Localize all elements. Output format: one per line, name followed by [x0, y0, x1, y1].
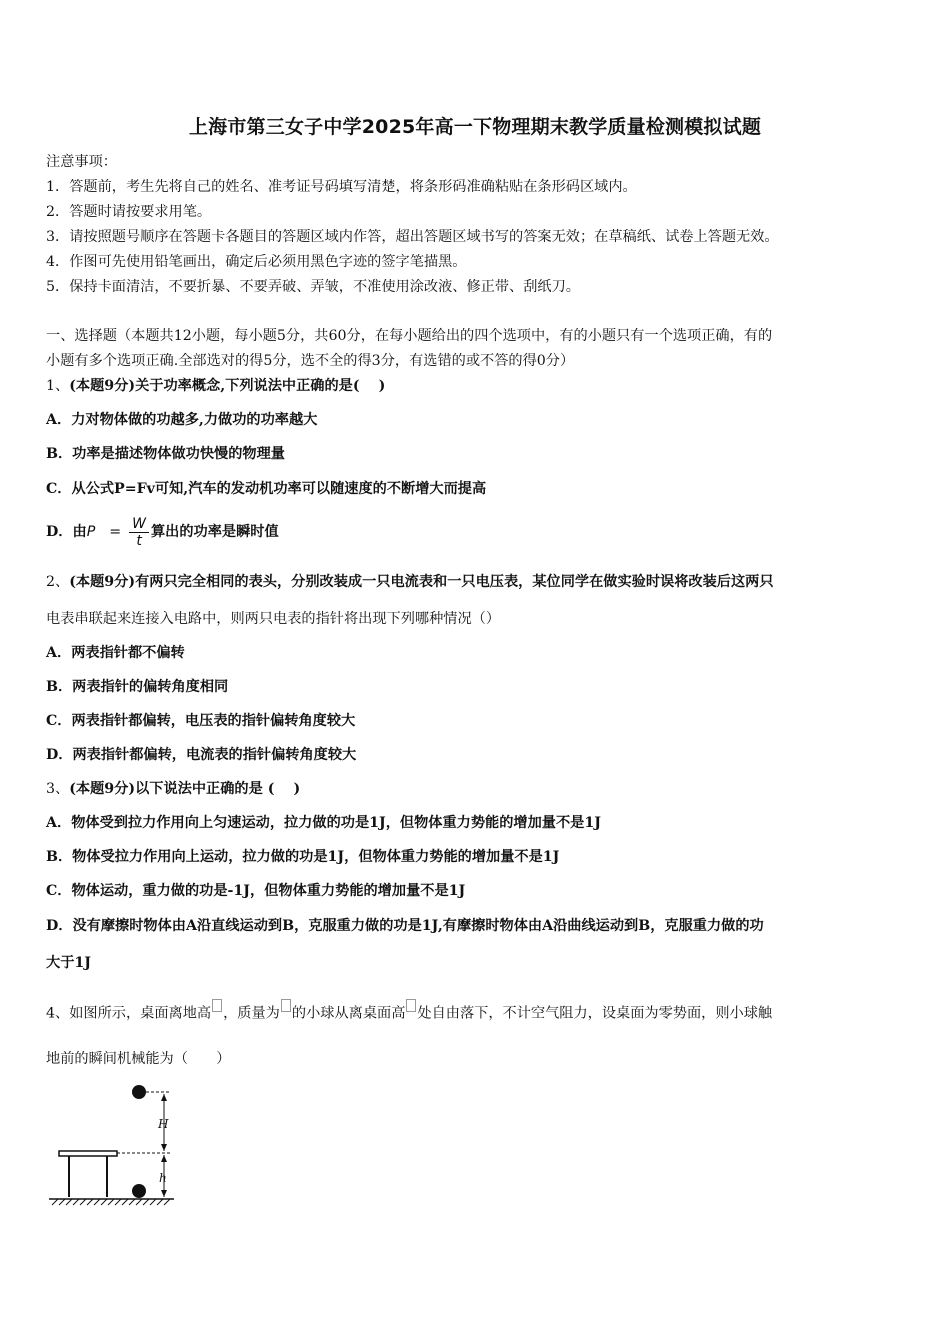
section-instructions-line2: 小题有多个选项正确.全部选对的得5分，选不全的得3分，有选错的或不答的得0分）	[46, 353, 575, 369]
question-3-option-d-line2: 大于1J	[46, 955, 91, 971]
question-2-option-d: D．两表指针都偏转，电流表的指针偏转角度较大	[46, 747, 357, 763]
formula-power-symbol: P	[86, 524, 96, 540]
question-text-part-a: 如图所示，桌面离地高	[69, 1005, 212, 1022]
formula-fraction	[129, 516, 149, 549]
table-top	[59, 1151, 117, 1156]
question-1-option-c: C．从公式P=Fv可知,汽车的发动机功率可以随速度的不断增大而提高	[46, 481, 487, 497]
question-text-part-b: ，质量为	[223, 1005, 280, 1022]
missing-symbol-placeholder	[281, 999, 291, 1012]
formula-equals: =	[109, 524, 122, 540]
question-number: 2、	[46, 574, 70, 590]
question-1-option-b: B．功率是描述物体做功快慢的物理量	[46, 446, 285, 462]
option-d-suffix: 算出的功率是瞬时值	[150, 524, 279, 540]
falling-ball-table-figure	[44, 1076, 204, 1216]
page-title: 上海市第三女子中学2025年高一下物理期末教学质量检测模拟试题	[188, 116, 762, 138]
missing-symbol-placeholder	[406, 999, 416, 1012]
ground-hatching	[52, 1199, 170, 1205]
label-h: h	[159, 1171, 167, 1185]
ball-top-icon	[132, 1085, 146, 1099]
notice-item-2: 2．答题时请按要求用笔。	[46, 204, 212, 220]
notice-item-5: 5．保持卡面清洁，不要折暴、不要弄破、弄皱，不准使用涂改液、修正带、刮纸刀。	[46, 279, 580, 295]
question-1-option-a: A．力对物体做的功越多,力做功的功率越大	[46, 412, 318, 428]
question-4-stem-line2: 地前的瞬间机械能为（ ）	[46, 1051, 231, 1067]
question-number: 3、	[46, 781, 70, 797]
ball-bottom-icon	[132, 1184, 146, 1198]
section-instructions-line1: 一、选择题（本题共12小题，每小题5分，共60分，在每小题给出的四个选项中，有的小题只有一个选项正确，有的	[46, 328, 773, 344]
fraction-numerator: W	[129, 516, 149, 533]
arrow-down-icon	[161, 1190, 167, 1197]
arrow-up-icon	[161, 1155, 167, 1162]
question-1-stem	[46, 376, 385, 396]
missing-symbol-placeholder	[212, 999, 222, 1012]
question-text: (本题9分)以下说法中正确的是 ( )	[69, 781, 301, 797]
question-text-part-d: 处自由落下，不计空气阻力，设桌面为零势面，则小球触	[417, 1005, 773, 1022]
question-2-option-a: A．两表指针都不偏转	[46, 645, 185, 661]
question-2-option-c: C．两表指针都偏转，电压表的指针偏转角度较大	[46, 713, 356, 729]
question-2-stem-line1	[46, 572, 774, 592]
notice-item-1: 1．答题前，考生先将自己的姓名、准考证号码填写清楚，将条形码准确粘贴在条形码区域内。	[46, 179, 637, 195]
arrow-down-icon	[161, 1144, 167, 1151]
question-number: 1、	[46, 378, 70, 394]
question-2-stem-line2: 电表串联起来连接入电路中，则两只电表的指针将出现下列哪种情况（）	[46, 611, 501, 627]
question-text: (本题9分)关于功率概念,下列说法中正确的是( )	[69, 378, 386, 394]
question-number: 4、	[46, 1005, 70, 1022]
notice-item-3: 3．请按照题号顺序在答题卡各题目的答题区域内作答，超出答题区域书写的答案无效；在草稿纸、试卷上答题无效。	[46, 229, 779, 245]
question-4-stem-line1	[46, 999, 772, 1024]
question-3-option-d-line1: D．没有摩擦时物体由A沿直线运动到B，克服重力做的功是1J,有摩擦时物体由A沿曲线运动到B，克服重力做的功	[46, 918, 764, 934]
label-H: H	[158, 1117, 169, 1131]
notice-item-4: 4．作图可先使用铅笔画出，确定后必须用黑色字迹的签字笔描黑。	[46, 254, 467, 270]
question-3-option-c: C．物体运动，重力做的功是-1J，但物体重力势能的增加量不是1J	[46, 883, 466, 899]
question-3-option-b: B．物体受拉力作用向上运动，拉力做的功是1J，但物体重力势能的增加量不是1J	[46, 849, 560, 865]
fraction-denominator: t	[136, 532, 142, 549]
question-text-part-c: 的小球从离桌面高	[291, 1005, 406, 1022]
question-2-option-b: B．两表指针的偏转角度相同	[46, 679, 229, 695]
question-text: (本题9分)有两只完全相同的表头，分别改装成一只电流表和一只电压表，某位同学在做实验时误将改装后这两只	[69, 574, 774, 590]
question-1-option-d	[46, 515, 279, 549]
question-3-stem	[46, 779, 300, 799]
option-d-prefix: D．由	[46, 524, 87, 540]
notice-heading: 注意事项：	[46, 154, 117, 170]
arrow-up-icon	[161, 1094, 167, 1101]
question-3-option-a: A．物体受到拉力作用向上匀速运动，拉力做的功是1J，但物体重力势能的增加量不是1J	[46, 815, 601, 831]
